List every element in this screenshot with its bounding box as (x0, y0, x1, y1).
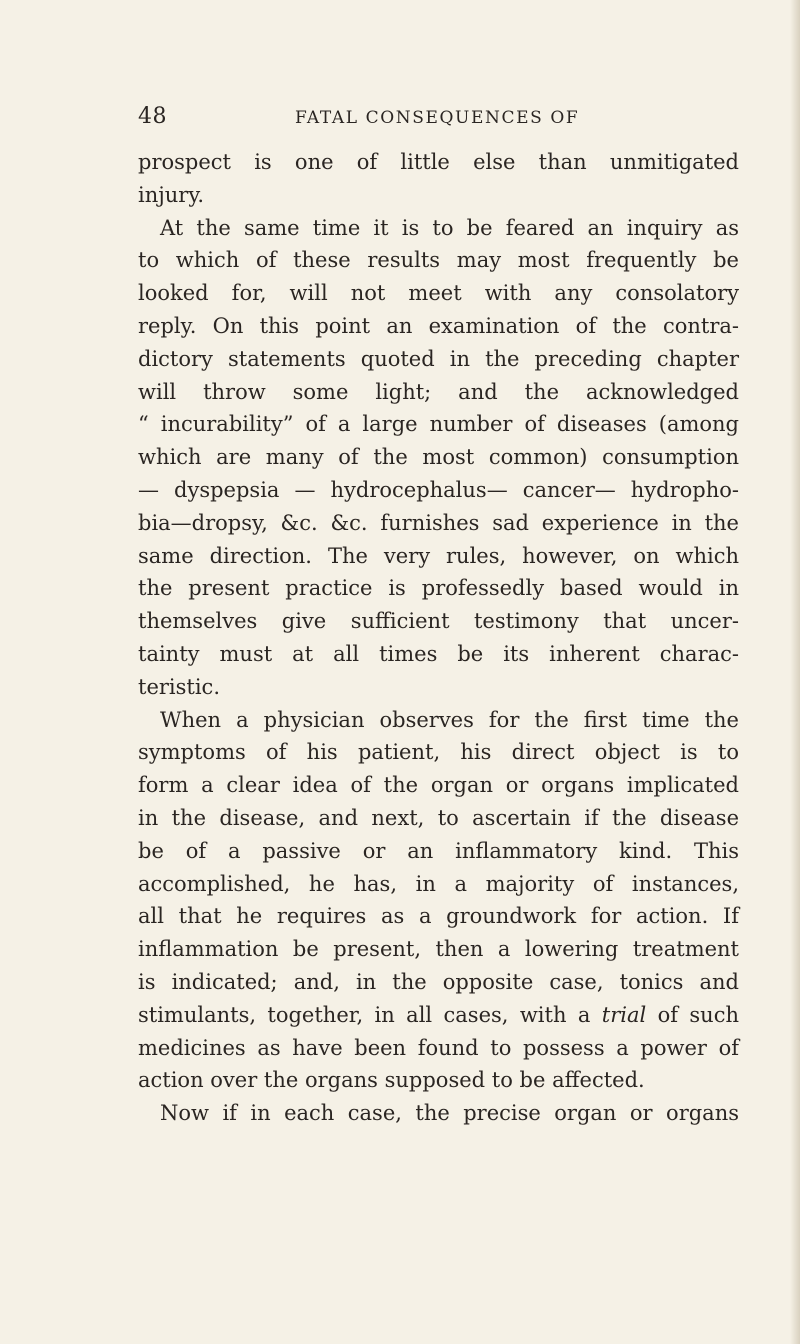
text-line: teristic. (138, 674, 220, 699)
text-line: bia—dropsy, &c. &c. furnishes sad experience in the (138, 510, 739, 535)
text-line: form a clear idea of the organ or organs implicated (138, 773, 739, 798)
text-line: injury. (138, 182, 205, 207)
text-line: medicines as have been found to possess a power of (138, 1035, 739, 1060)
text-line: is indicated; and, in the opposite case, tonics and (138, 969, 739, 994)
text-line: — dyspepsia — hydrocephalus— cancer— hydropho- (138, 477, 739, 502)
text-line: dictory statements quoted in the preceding chapter (138, 346, 739, 371)
text-line: in the disease, and next, to ascertain if the disease (138, 805, 739, 830)
text-line: inflammation be present, then a lowering treatment (138, 937, 739, 962)
text-line: will throw some light; and the acknowledged (138, 379, 739, 404)
text-segment: stimulants, together, in all cases, with a (138, 1002, 602, 1027)
text-line: same direction. The very rules, however, on which (138, 543, 739, 568)
text-line: “ incurability” of a large number of diseases (among (138, 412, 739, 437)
text-line: Now if in each case, the precise organ or organs (160, 1101, 739, 1126)
text-line: accomplished, he has, in a majority of instances, (138, 871, 739, 896)
italic-text: trial (601, 1002, 647, 1027)
text-line: tainty must at all times be its inherent charac- (138, 641, 739, 666)
page-number: 48 (138, 104, 167, 129)
text-line: prospect is one of little else than unmitigated (138, 150, 739, 174)
text-line (138, 999, 739, 1032)
text-line: all that he requires as a groundwork for action. If (138, 904, 739, 929)
text-line: action over the organs supposed to be affected. (138, 1068, 645, 1093)
text-line: At the same time it is to be feared an inquiry as (160, 215, 739, 240)
body-text (138, 146, 739, 1130)
text-line: the present practice is professedly based would in (138, 576, 739, 601)
text-line: reply. On this point an examination of the contra- (138, 313, 739, 338)
text-line: which are many of the most common) consumption (138, 445, 739, 470)
page-edge-shadow (790, 0, 800, 1344)
text-line: symptoms of his patient, his direct object is to (138, 740, 739, 765)
page-header (138, 104, 738, 138)
text-line: themselves give sufficient testimony that uncer- (138, 609, 739, 634)
text-line: looked for, will not meet with any consolatory (138, 281, 739, 306)
text-line: be of a passive or an inflammatory kind. This (138, 838, 739, 863)
text-line: to which of these results may most frequently be (138, 248, 739, 273)
text-segment: of such (646, 1002, 739, 1027)
running-head: FATAL CONSEQUENCES OF (295, 108, 580, 128)
text-line: When a physician observes for the first time the (160, 707, 739, 732)
